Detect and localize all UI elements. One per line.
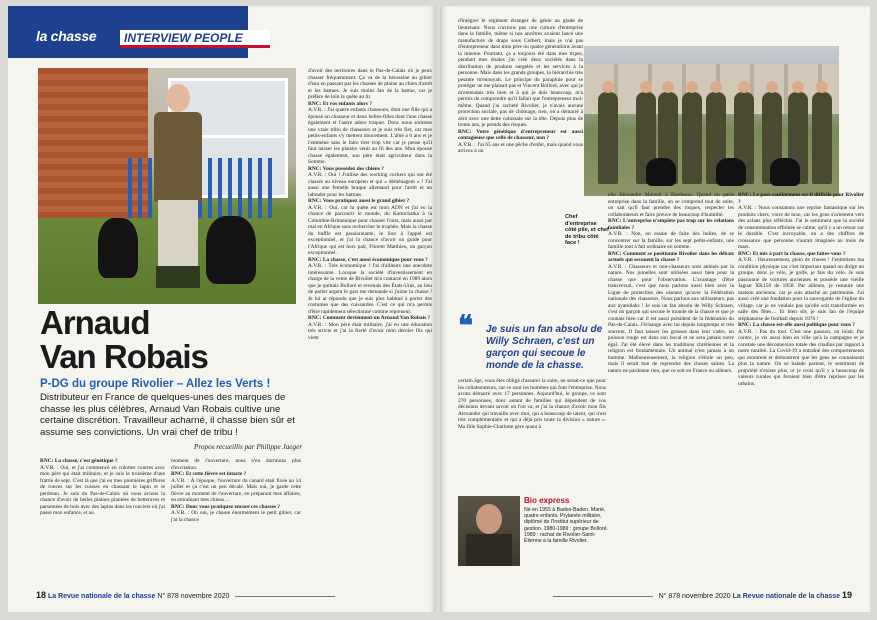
interview-answer: A.V.R. : Chasseurs et non-chasseurs sont animés par la nature. Nos jumelles sont utilisées aussi bien pour la chasse que pour l'observation. L'avantage d'être transversal, c'est que nous parlons aussi bien avec la Ligue de protection des oiseaux qu'avec la Fédération nationale des chasseurs. Nous parlons aux utilisateurs, pas aux ayatollahs ! Je suis un fan absolu de Willy Schraen, c'est un garçon qui secoue le monde de la chasse et que je connais bien car il est aussi président de la fédération du Pas-de-Calais. J'échange avec lui depuis longtemps et très souvent. Il faut laisser les grosses dans leur cadre, un poisson rouge est dans son bocal et ne sera jamais notre égal. J'ai été élevé dans les traditions chrétiennes et la religion est fondamentale. Un animal n'est jamais à un homme. Malheureusement, la religion s'étiole un peu, mais il serait bon de reprendre des choses saines. La nature ne pardonne rien, que ce soit en France ou ailleurs.	[608, 263, 734, 374]
interview-question: RNC: La chasse est-elle aussi politique pour vous ?	[738, 322, 856, 328]
group-photo	[584, 46, 839, 196]
left-page	[8, 6, 436, 612]
interview-answer: A.V.R. : À l'époque, l'ouverture du canard était fixée au 14 juillet et ça c'est un peu décalé. Mais oui, je garde cette fièvre au moment de l'ouverture, en préparant mes affaires, en entraînant mes chiens…	[171, 477, 301, 503]
article-paragraph	[458, 18, 583, 129]
article-paragraph	[308, 198, 432, 257]
dog-figure	[206, 216, 256, 284]
article-paragraph	[608, 218, 734, 251]
article-intro: Distributeur en France de quelques-unes des marques de chasse les plus célèbres, Arnaud Van Robais cultive une certaine discrétion. Travailleur acharné, il chasse bien sûr et assume ses convictions. Un vrai chef de tribu !	[40, 392, 295, 438]
section-tag-label: INTERVIEW PEOPLE	[124, 31, 243, 45]
article-paragraph	[608, 251, 734, 375]
page-number: 18	[36, 590, 47, 600]
footer-issue: N° 878 novembre 2020	[658, 593, 731, 600]
text-column	[608, 192, 734, 594]
interview-question: RNC: Votre génétique d'entrepreneur est aussi contagieuse que celle de chasseur, non ?	[458, 128, 583, 141]
article-paragraph	[308, 257, 432, 316]
dog-figure	[98, 218, 138, 278]
page-footer	[549, 590, 852, 600]
interview-answer: A.V.R. : Heureusement, plein de choses ! J'entretiens ma condition physique car c'est important quand on dirige un groupe, donc je vélo, je golfe, je fais du vélo. Je suis passionné de voitures anciennes et possède une vieille Jaguar XK150 de 1958. Par ailleurs, je restaure une maison ancienne, car je suis attaché au patrimoine. J'ai aussi créé une fondation pour la sauvegarde de l'église du village, car je ne voulais pas qu'elle soit transformée en salle des fêtes… Et bien sûr, je suis fan de l'équipe stéphanoise de football depuis 1976 !	[738, 257, 864, 322]
interview-answer: A.V.R. : Pas du tout. C'est une passion, un loisir. Par contre, je vis aussi bien en ville qu'à la campagne et je constate une déconnexion totale des citadins par rapport à notre ruralité. La Covid-19 a entraîné des comportements qui montrent et démontrent que les gens ne connaissent plus la nature. On se balade partout, le sentiment de propriété n'existe plus, or je crois qu'il y a beaucoup de valeurs rurales qui feraient bien d'être reprises par les urbains.	[738, 328, 864, 387]
article-paragraph	[458, 378, 606, 430]
bio-box	[524, 496, 608, 572]
photo-caption: Chef d'entreprise côté pile, et chef de tribu côté face !	[565, 214, 609, 246]
interview-answer: A.V.R. : Très économique ! J'ai d'ailleurs une anecdote intéressante. Lorsque la société d'investissement en charge de la vente de Rivolier m'a contacté en 1989 alors que je quittais Bolloré et revenais des États-Unis, au lieu de parler argent le gars me demande si j'aime la chasse ! Je lui ai répondu que je suis plus habitué à porter des costumes que des cuissardes. C'est ce qui m'a permis d'être rapidement sélectionné comme repreneur.	[308, 263, 432, 315]
text-column	[308, 68, 432, 594]
interview-question: RNC: La chasse, c'est génétique ?	[40, 458, 118, 464]
bio-text: Né en 1955 à Bades-Baden. Marié, quatre enfants. Prytanée militaire, diplômé de l'Institut supérieur de gestion. 1980-1989 : groupe Bolloré. 1989 : rachat de Rivolier-Saint-Étienne à la famille Rivolier.	[524, 507, 608, 545]
section-tag	[120, 30, 270, 48]
interview-question: RNC: Et vos enfants alors ?	[308, 100, 372, 107]
interview-question: RNC: Et cette fièvre est intacte ?	[171, 471, 247, 477]
page-footer	[36, 590, 339, 600]
article-paragraph	[308, 166, 432, 199]
article-paragraph	[171, 458, 301, 471]
article-paragraph	[308, 68, 432, 101]
portrait-photo	[38, 68, 296, 304]
interview-answer: elle Alexandre Mareuil à Bordeaux. Quand on parle entreprise dans la famille, on se comprend tout de suite, on sait qu'il faut prendre des risques, respecter les collaborateurs et faire preuve de beaucoup d'humilité.	[608, 192, 734, 218]
interview-answer: A.V.R. : Oui, et j'ai commencé en culottes courtes avec mon père qui était militaire, et je suis le troisième d'une fratrie de sept. C'est là que j'ai eu mes premières griffures de ronces sur les cuisses en chassant le lapin et le perdreau. Je suis du Pas-de-Calais où nous avions la chance d'avoir de belles plaines plantées de betteraves et parsemées de bois avec des lapins dans les ronciers où j'ai passé mon enfance, et au	[40, 464, 165, 516]
interview-answer: A.V.R. : Non, on essaie de faire des bulles, de se concentrer sur la famille, sur les sept petits-enfants, une famille tout à fait ordinaire en somme.	[608, 231, 734, 250]
hunter-figure	[150, 84, 206, 289]
article-subtitle: P-DG du groupe Rivolier – Allez les Verts !	[40, 378, 271, 390]
interview-question: RNC: Le post-confinement est-il difficile pour Rivolier ?	[738, 192, 864, 205]
interview-question: RNC: L'entreprise n'empiète pas trop sur les relations familiales ?	[608, 218, 734, 231]
interview-question: RNC: Comment deviennent-on Arnaud Van Robais ?	[308, 315, 431, 321]
interview-question: RNC: Donc vous pratiquez encore ces chasses ?	[171, 503, 281, 510]
interview-answer: d'avoir des territoires dans le Pas-de-Calais où je peux chasser fréquemment. Ça va de la bécassine au gibier d'eau en passant par les chasses de plaine au chien d'arrêt et les battues. Je suis moins fan de la battue, car je préfère de loin la quête au tir.	[308, 68, 432, 100]
article-paragraph	[308, 315, 432, 341]
article-paragraph	[40, 458, 165, 517]
footer-issue: N° 878 novembre 2020	[157, 593, 230, 600]
footer-magazine: La Revue nationale de la chasse	[47, 593, 156, 600]
footer-magazine: La Revue nationale de la chasse	[732, 593, 841, 600]
interview-answer: A.V.R. : J'ai quatre enfants chasseurs, dont une fille qui a épousé un chasseur et deux belles-filles dont l'une chasse également et l'autre adore traquer. Donc nous sommes une vraie tribu de chasseurs et je suis très fier, car mes petits-enfants s'y mettent doucement. L'aîné a 6 ans et je l'emmène sans le faire tirer trop vite car je pense qu'il faut laisser les plaisirs venir au fil des ans. Mon épouse chasse également, son père était agriculteur dans la Somme.	[308, 107, 432, 165]
bio-portrait-photo	[458, 496, 520, 566]
interview-answer: A.V.R. : Oui ! J'utilise des working cockers qui ont été classés au niveau européen et qui « déménagent » ! J'ai aussi une femelle braque allemand pour l'arrêt et un labrador pour les battues.	[308, 172, 432, 198]
quote-mark-icon: ❝	[458, 310, 474, 341]
article-paragraph	[738, 322, 864, 387]
text-column	[458, 378, 606, 492]
interview-answer: A.V.R. : Oui, car la quête est mon ADN et j'ai eu la chance de parcourir le monde, du Kamtchatka à la Colombie-Britannique pour chasser l'ours, mais aussi par mal en Afrique sans rechercher le trophée. Mais la chasse du buffle est passionnante, le lion à l'appel est exceptionnel, et j'ai la chance d'avoir un guide pour l'Afrique qui est hors pair, Florent Matthieu, un garçon exceptionnel.	[308, 204, 432, 256]
text-column	[171, 458, 301, 594]
pull-quote	[458, 310, 620, 372]
article-title-line-2: Van Robais	[40, 338, 208, 375]
interview-question: RNC: Et mis à part la chasse, que faites-vous ?	[738, 250, 846, 257]
text-column	[40, 458, 165, 594]
interview-question: RNC: La chasse, c'est aussi économique pour vous ?	[308, 256, 428, 263]
interview-answer: moment de l'ouverture, nous n'en dormions plus d'excitation.	[171, 458, 301, 471]
right-page	[440, 6, 870, 612]
article-title-line-1: Arnaud	[40, 304, 150, 341]
pull-quote-text: Je suis un fan absolu de Willy Schraen, c'est un garçon qui secoue le monde de la chasse.	[486, 324, 603, 371]
interview-answer: A.V.R. : Mon père était militaire, j'ai eu une éducation très stricte et j'ai la fierté d'avoir mon dernier fils qui vient	[308, 321, 432, 341]
article-paragraph	[608, 192, 734, 218]
interview-answer: A.V.R. : Oh oui, je chasse énormément le petit gibier, car j'ai la chance	[171, 510, 301, 523]
bio-title: Bio express	[524, 496, 570, 505]
interview-answer: A.V.R. : Nous constatons une reprise fantastique sur les produits chers, voire de luxe, car les gens s'orientent vers des achats plus réfléchis. J'ai le sentiment que la société de consommation effrénée se calme, qu'il y a un retour sur le durable. C'est incroyable, on a des chiffres de croissance que personne n'aurait imaginés au mois de mars.	[738, 205, 864, 250]
interview-answer: d'intégrer le régiment étranger de génie au grade de lieutenant. Nous n'avions pas une culture d'entreprise dans la famille, même si nos ancêtres avaient lancé une manufacture de draps sous Colbert, mais je n'ai pas d'entrepreneur dans mon père ou quatre générations avant la mienne. Pourtant, ça a toujours été dans mes tripes, pendant mes études j'ai créé deux sociétés dans la distribution de produits surgelés et les services à la personne. Mais dans les grands groupes, la hiérarchie très pesante m'ennuyait. Le principe du parapluie pour se protéger ne me plaisait pas et Vincent Bolloré, avec qui je m'entendais très bien et à qui je dois beaucoup, m'a permis de comprendre qu'il fallait que l'entrepreneur moi-même. Quand j'ai racheté Rivolier, je n'avais aucune protection sociale, pas de chômage, rien, on a démarré à zéro avec une dette colossale sur la tête. Depuis plus de trente ans, je prends des risques.	[458, 18, 583, 128]
interview-question: RNC: Comment se positionne Rivolier dans les débats actuels qui secouent la chasse ?	[608, 250, 734, 263]
interview-question: RNC: Vous possédez des chiens ?	[308, 165, 384, 172]
text-column	[738, 192, 864, 594]
interview-question: RNC: Vous pratiquez aussi le grand gibier ?	[308, 198, 410, 204]
article-paragraph	[738, 251, 864, 323]
interview-answer: certain âge, vous êtes obligé d'assurer la suite, ne serait-ce que pour les collaborateurs, car ce sont les hommes qui font l'entreprise. Nous avons démarré avec 17 personnes. Aujourd'hui, le groupe, ce sont 270 personnes, donc autant de familles qui dépendent de vos décisions devant savoir où l'on va, et j'ai la chance d'avoir mon fils Alexandre qui travaille avec moi, qui a beaucoup de talent, qui n'est très complémentaire et qui a déjà pris toute la division « nature ». Ma fille Sophie-Charlotte gère quant à	[458, 378, 606, 430]
article-paragraph	[738, 192, 864, 251]
article-paragraph	[308, 101, 432, 166]
page-number: 19	[841, 590, 852, 600]
byline: Propos recueillis par Philippe Jaeger	[194, 443, 303, 451]
article-paragraph	[171, 504, 301, 524]
interview-answer: A.V.R. : J'ai 65 ans et une pêche d'enfer, mais quand vous arrivez à un	[458, 141, 583, 154]
magazine-category: la chasse	[36, 28, 97, 44]
article-paragraph	[171, 471, 301, 504]
article-paragraph	[458, 129, 583, 155]
